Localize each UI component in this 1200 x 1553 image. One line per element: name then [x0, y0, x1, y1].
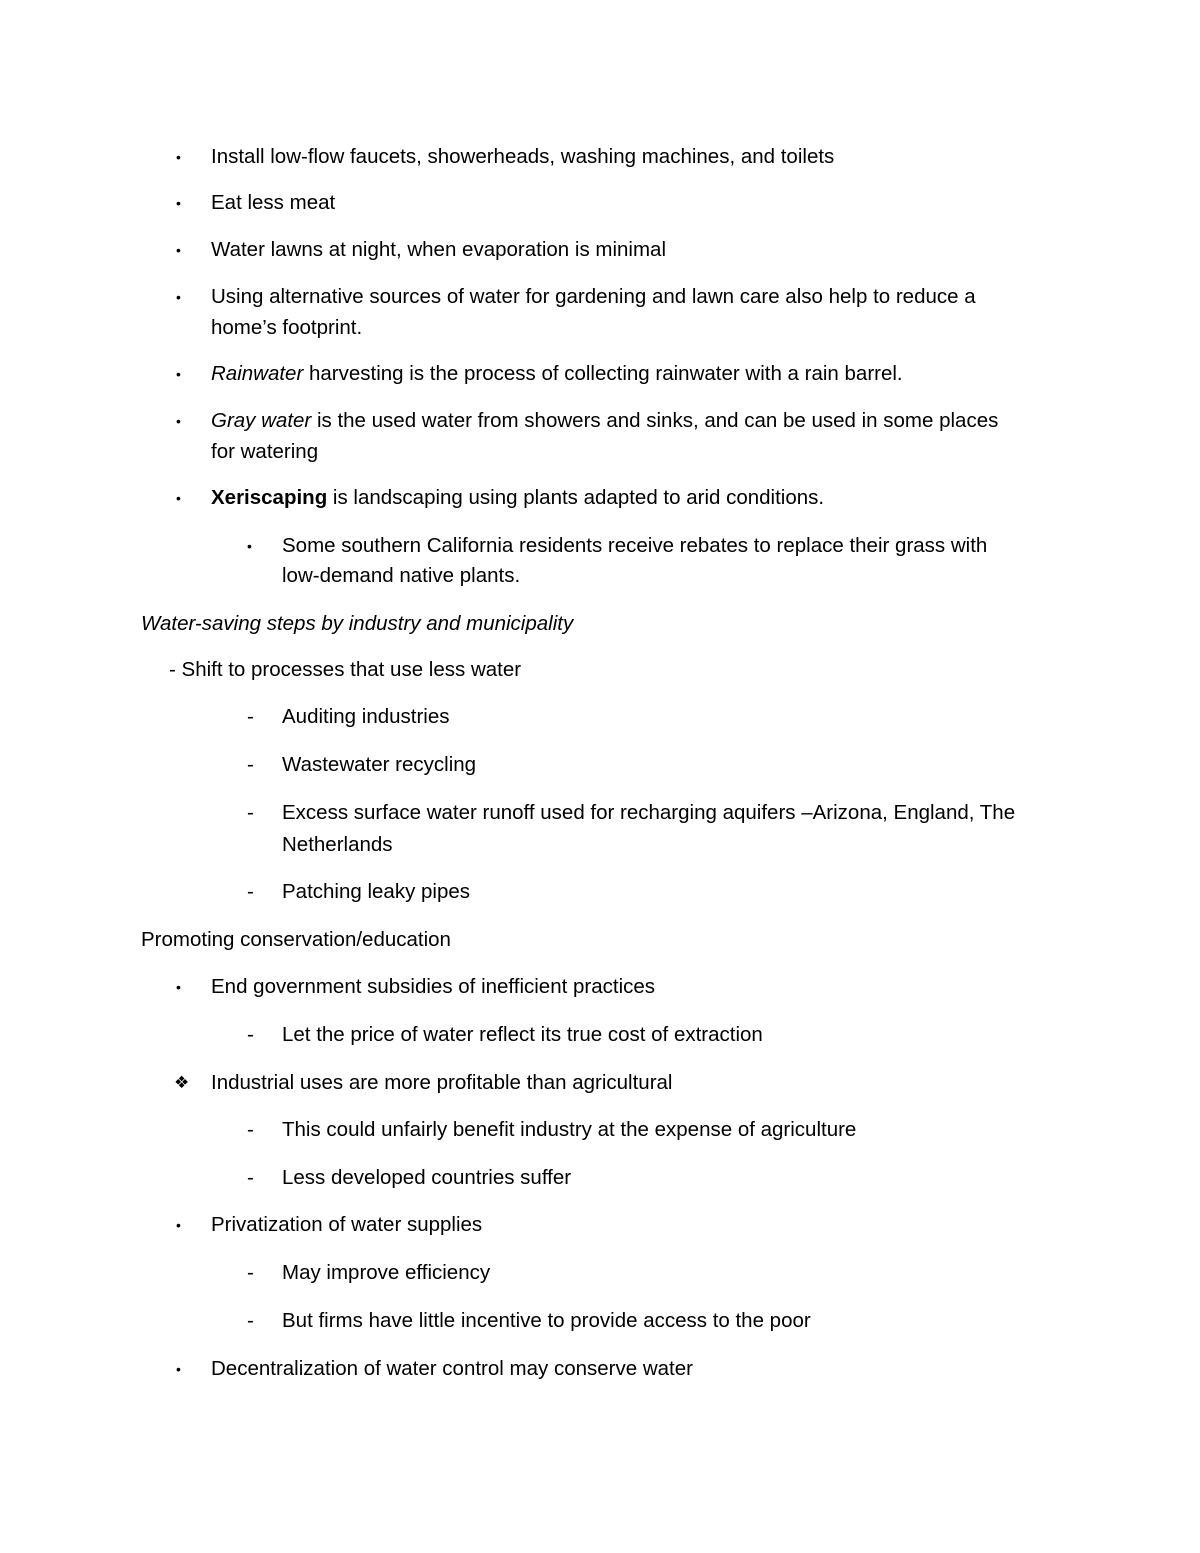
term-gray-water: Gray water — [211, 409, 312, 432]
dash-marker: - — [247, 705, 254, 728]
bullet-gray-water-cont: for watering — [211, 440, 319, 463]
bullet-alternative-sources: Using alternative sources of water for gardening and lawn care also help to reduce a — [211, 285, 976, 308]
industry-shift: - Shift to processes that use less water — [169, 658, 522, 681]
conservation-industrial: Industrial uses are more profitable than agricultural — [211, 1071, 673, 1094]
rainwater-definition: harvesting is the process of collecting rainwater with a rain barrel. — [303, 362, 903, 385]
bullet-marker: • — [176, 979, 181, 995]
industry-excess-runoff: Excess surface water runoff used for recharging aquifers –Arizona, England, The — [282, 801, 1016, 824]
conservation-poor: But firms have little incentive to provide access to the poor — [282, 1309, 811, 1332]
bullet-water-lawns: Water lawns at night, when evaporation is minimal — [211, 238, 667, 261]
dash-marker: - — [247, 801, 254, 824]
conservation-decentralization: Decentralization of water control may conserve water — [211, 1357, 693, 1380]
diamond-bullet-icon: ❖ — [174, 1073, 190, 1092]
bullet-marker: • — [176, 195, 181, 211]
industry-wastewater: Wastewater recycling — [282, 753, 477, 776]
dash-marker: - — [247, 880, 254, 903]
bullet-eat-less-meat: Eat less meat — [211, 191, 336, 214]
dash-marker: - — [247, 1166, 254, 1189]
bullet-install-lowflow: Install low-flow faucets, showerheads, washing machines, and toilets — [211, 145, 835, 168]
bullet-marker: • — [176, 490, 181, 506]
dash-marker: - — [247, 753, 254, 776]
dash-marker: - — [247, 1023, 254, 1046]
conservation-price: Let the price of water reflect its true cost of extraction — [282, 1023, 763, 1046]
xeriscaping-definition: is landscaping using plants adapted to arid conditions. — [327, 486, 825, 509]
bullet-xeriscaping — [211, 482, 824, 514]
conservation-privatization: Privatization of water supplies — [211, 1213, 483, 1236]
conservation-suffer: Less developed countries suffer — [282, 1166, 572, 1189]
bullet-marker: • — [176, 289, 181, 305]
bullet-marker: • — [176, 149, 181, 165]
bullet-rainwater — [211, 358, 903, 390]
subbullet-california-cont: low-demand native plants. — [282, 564, 521, 587]
bullet-marker: • — [176, 242, 181, 258]
conservation-heading: Promoting conservation/education — [141, 928, 451, 951]
bullet-marker: • — [247, 538, 252, 554]
bullet-marker: • — [176, 413, 181, 429]
bullet-gray-water — [211, 405, 998, 437]
term-xeriscaping: Xeriscaping — [211, 486, 328, 509]
bullet-alternative-sources-cont: home’s footprint. — [211, 316, 363, 339]
dash-marker: - — [247, 1261, 254, 1284]
bullet-marker: • — [176, 1217, 181, 1233]
conservation-subsidies: End government subsidies of inefficient practices — [211, 975, 656, 998]
term-rainwater: Rainwater — [211, 362, 304, 385]
industry-patching: Patching leaky pipes — [282, 880, 471, 903]
industry-excess-runoff-cont: Netherlands — [282, 833, 393, 856]
dash-marker: - — [247, 1118, 254, 1141]
industry-auditing: Auditing industries — [282, 705, 450, 728]
dash-marker: - — [247, 1309, 254, 1332]
gray-water-definition: is the used water from showers and sinks, and can be used in some places — [311, 409, 999, 432]
bullet-marker: • — [176, 1361, 181, 1377]
conservation-unfair: This could unfairly benefit industry at the expense of agriculture — [282, 1118, 857, 1141]
industry-heading: Water-saving steps by industry and municipality — [141, 612, 574, 635]
conservation-efficiency: May improve efficiency — [282, 1261, 491, 1284]
bullet-marker: • — [176, 366, 181, 382]
subbullet-california: Some southern California residents receive rebates to replace their grass with — [282, 534, 988, 557]
